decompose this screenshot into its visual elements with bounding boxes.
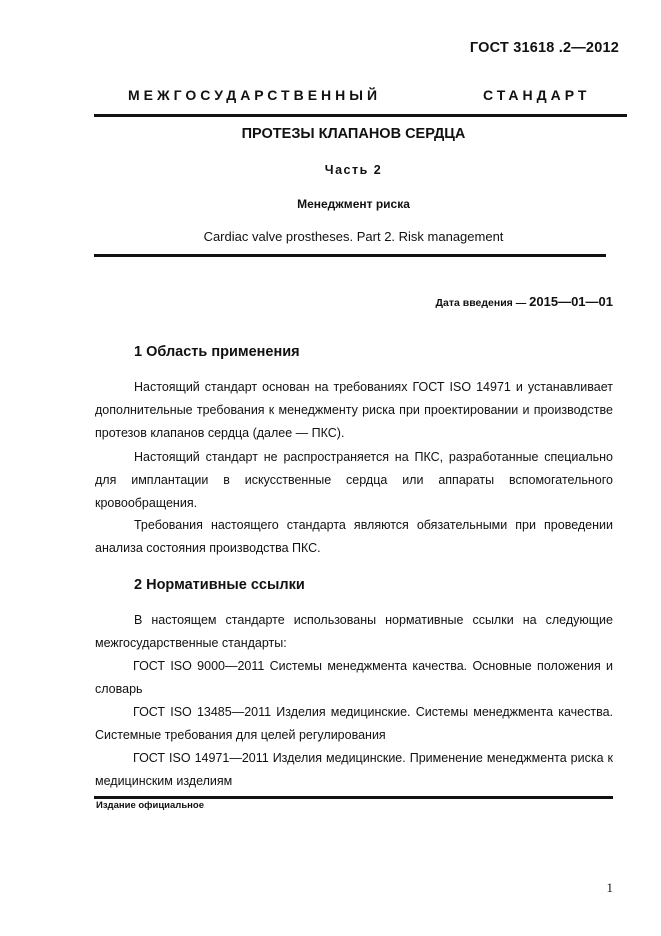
document-subtitle: Менеджмент риска xyxy=(297,197,410,211)
title-rule xyxy=(94,254,606,257)
document-title: ПРОТЕЗЫ КЛАПАНОВ СЕРДЦА xyxy=(241,126,466,142)
header-rule xyxy=(94,114,627,117)
section-1-paragraph-3: Требования настоящего стандарта являются обязательными при проведении анализа состояния производства ПКС. xyxy=(95,518,613,555)
introduction-date-value: 2015—01—01 xyxy=(529,294,613,309)
section-1-paragraph-1: Настоящий стандарт основан на требованиях ГОСТ ISO 14971 и устанавливает дополнительные требования к менеджменту риска при проектировании и производстве протезов клапанов сердца (далее — ПКС). xyxy=(95,380,613,440)
normative-reference-3: ГОСТ ISO 14971—2011 Изделия медицинские. Применение менеджмента риска к медицинским изделиям xyxy=(95,751,613,788)
official-edition-label: Издание официальное xyxy=(96,800,204,811)
english-title: Cardiac valve prostheses. Part 2. Risk management xyxy=(203,229,504,244)
section-2-heading: 2 Нормативные ссылки xyxy=(134,577,305,593)
section-2-intro: В настоящем стандарте использованы нормативные ссылки на следующие межгосударственные стандарты: xyxy=(95,613,613,650)
introduction-date xyxy=(436,294,613,309)
page-number: 1 xyxy=(606,880,613,895)
header-standard: СТАНДАРТ xyxy=(483,87,591,103)
footer-rule xyxy=(94,796,613,799)
section-1-heading: 1 Область применения xyxy=(134,344,300,360)
normative-reference-1: ГОСТ ISO 9000—2011 Системы менеджмента качества. Основные положения и словарь xyxy=(95,659,613,696)
header-interstate: МЕЖГОСУДАРСТВЕННЫЙ xyxy=(128,87,382,103)
document-part: Часть 2 xyxy=(324,163,383,177)
document-code: ГОСТ 31618 .2—2012 xyxy=(469,40,619,56)
normative-reference-2: ГОСТ ISO 13485—2011 Изделия медицинские. Системы менеджмента качества. Системные требования для целей регулирования xyxy=(95,705,613,742)
introduction-date-label: Дата введения — xyxy=(435,297,527,309)
section-1-paragraph-2: Настоящий стандарт не распространяется на ПКС, разработанные специально для имплантации в искусственные сердца или аппараты вспомогательного кровообращения. xyxy=(95,450,613,510)
